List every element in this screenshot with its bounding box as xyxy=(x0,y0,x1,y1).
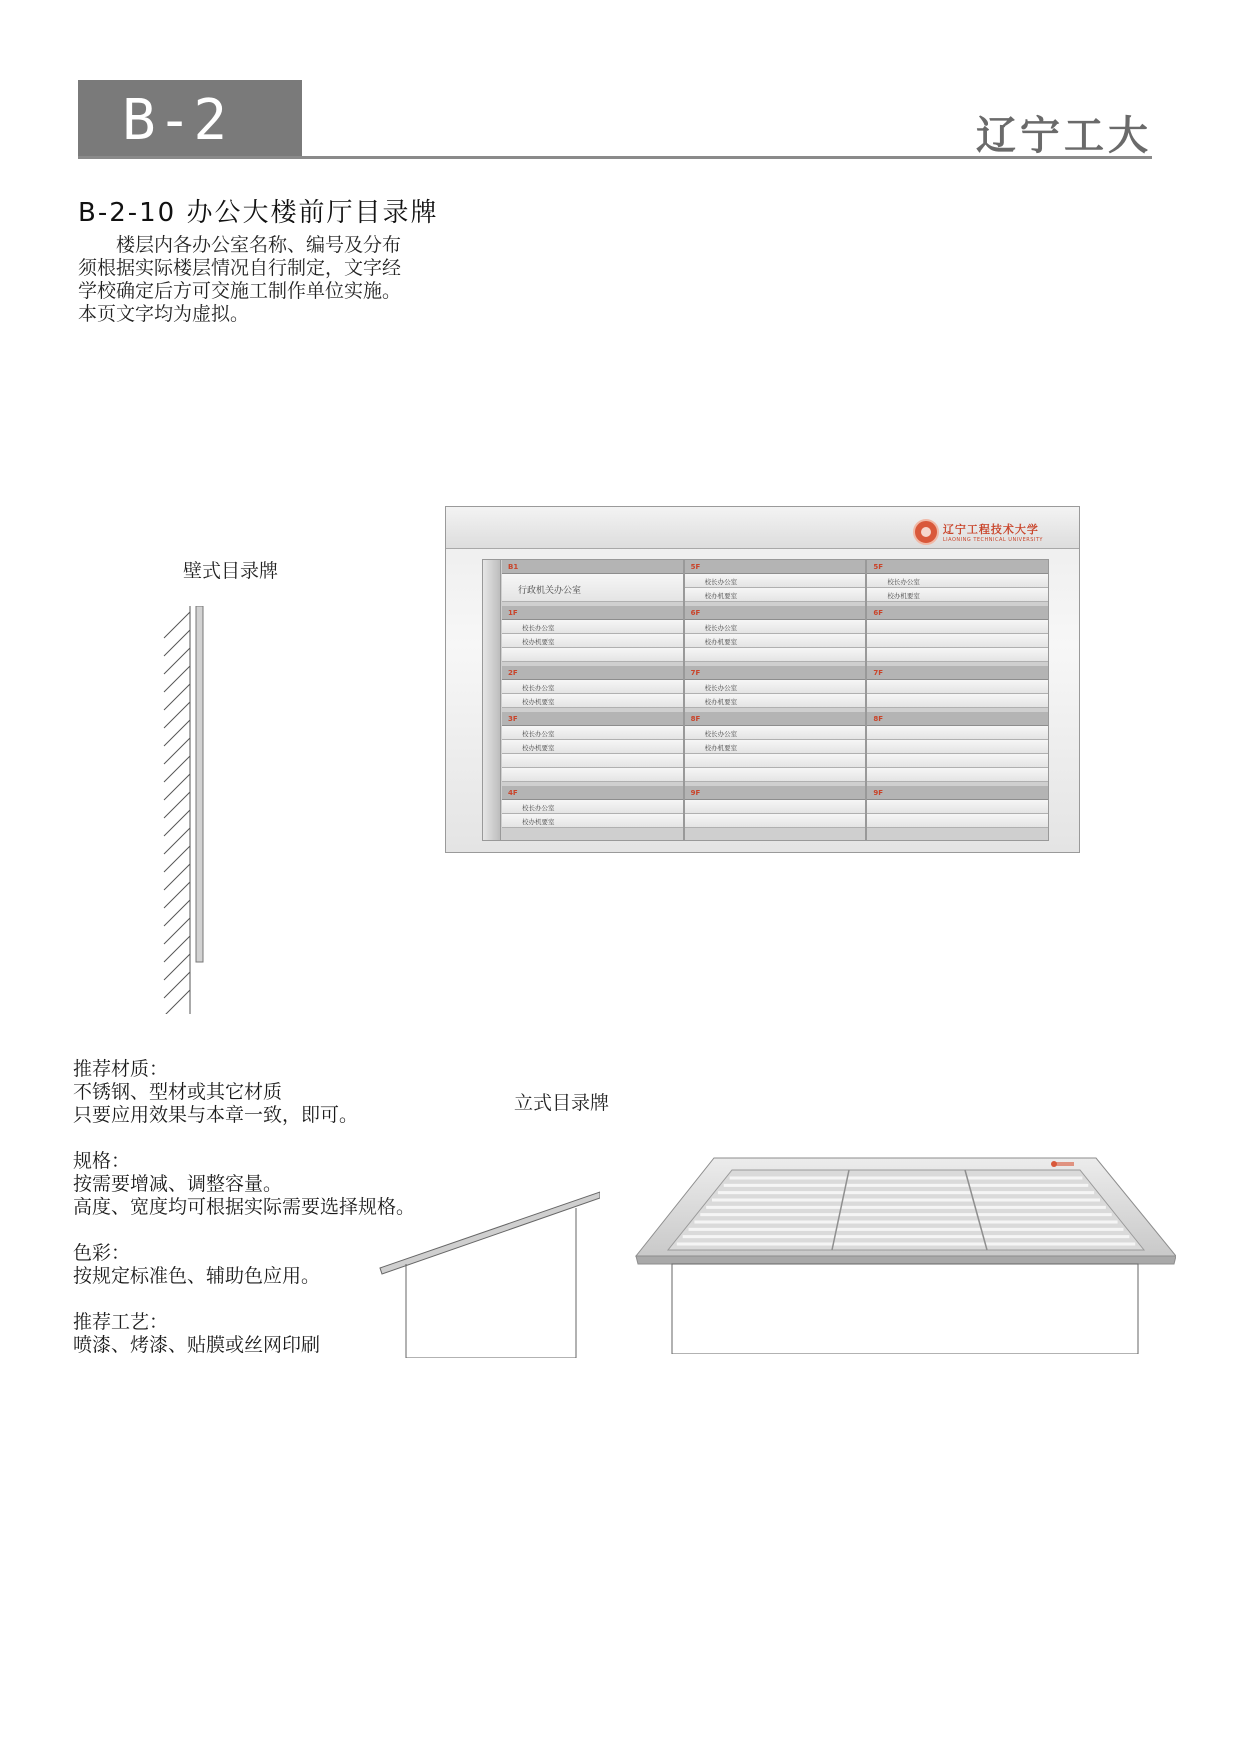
office-row: 校长办公室 xyxy=(502,680,683,694)
office-row: 校办机要室 xyxy=(502,814,683,828)
office-row: 校办机要室 xyxy=(685,588,866,602)
floor-block xyxy=(685,606,866,666)
university-seal-icon xyxy=(913,519,939,545)
office-row: 校长办公室 xyxy=(502,620,683,634)
floor-label: 8F xyxy=(867,712,1048,726)
craft-line-1: 喷漆、烤漆、贴膜或丝网印刷 xyxy=(73,1334,321,1356)
stand-sign-perspective-view xyxy=(634,1156,1176,1354)
office-row xyxy=(867,634,1048,648)
office-row xyxy=(685,754,866,768)
office-row: 校长办公室 xyxy=(502,800,683,814)
office-row: 校办机要室 xyxy=(685,740,866,754)
board-columns xyxy=(502,560,1048,840)
office-row xyxy=(502,754,683,768)
wall-sign-side-view xyxy=(160,606,220,1014)
office-row: 校办机要室 xyxy=(685,634,866,648)
intro-paragraph: 楼层内各办公室名称、编号及分布须根据实际楼层情况自行制定，文字经学校确定后方可交施工制作单位实施。本页文字均为虚拟。 xyxy=(78,234,402,325)
material-line-2: 只要应用效果与本章一致，即可。 xyxy=(73,1104,359,1126)
floor-block xyxy=(502,606,683,666)
office-row xyxy=(867,740,1048,754)
office-row xyxy=(867,680,1048,694)
office-row: 校办机要室 xyxy=(502,740,683,754)
craft-title: 推荐工艺： xyxy=(73,1311,169,1333)
stand-sign-side-view xyxy=(378,1186,600,1358)
directory-board-front-view xyxy=(445,506,1080,853)
office-row xyxy=(685,648,866,662)
floor-block xyxy=(867,666,1048,712)
office-row: 校办机要室 xyxy=(502,634,683,648)
floor-label: 5F xyxy=(867,560,1048,574)
size-line-2: 高度、宽度均可根据实际需要选择规格。 xyxy=(73,1196,416,1218)
office-row xyxy=(867,694,1048,708)
office-row xyxy=(867,726,1048,740)
floor-block xyxy=(867,786,1048,828)
board-column xyxy=(685,560,868,840)
office-row xyxy=(685,768,866,782)
floor-label: 9F xyxy=(685,786,866,800)
office-row xyxy=(502,648,683,662)
board-side-rail xyxy=(483,560,501,840)
office-row xyxy=(867,620,1048,634)
floor-label: 7F xyxy=(685,666,866,680)
section-code-box xyxy=(78,80,302,158)
floor-label: 6F xyxy=(685,606,866,620)
size-title: 规格： xyxy=(73,1150,131,1172)
floor-block xyxy=(867,712,1048,786)
office-row: 校长办公室 xyxy=(685,620,866,634)
floor-block xyxy=(502,712,683,786)
board-column xyxy=(867,560,1048,840)
stand-sign-label: 立式目录牌 xyxy=(514,1092,610,1114)
floor-label: 9F xyxy=(867,786,1048,800)
office-row: 校办机要室 xyxy=(685,694,866,708)
color-line-1: 按规定标准色、辅助色应用。 xyxy=(73,1265,321,1287)
floor-block xyxy=(502,786,683,828)
section-code: B-2 xyxy=(122,88,230,153)
office-row xyxy=(867,768,1048,782)
office-row: 校办机要室 xyxy=(502,694,683,708)
floor-label: 7F xyxy=(867,666,1048,680)
office-row: 校长办公室 xyxy=(502,726,683,740)
office-row xyxy=(867,800,1048,814)
office-row: 校办机要室 xyxy=(867,588,1048,602)
board-directory-panel xyxy=(482,559,1049,841)
floor-label: B1 xyxy=(502,560,683,574)
office-row: 校长办公室 xyxy=(867,574,1048,588)
floor-label: 4F xyxy=(502,786,683,800)
office-row xyxy=(502,768,683,782)
floor-block xyxy=(685,712,866,786)
office-row: 行政机关办公室 xyxy=(502,574,683,602)
board-header-strip xyxy=(446,507,1079,549)
floor-label: 3F xyxy=(502,712,683,726)
office-row: 校长办公室 xyxy=(685,726,866,740)
board-logo-cn: 辽宁工程技术大学 xyxy=(942,523,1039,536)
floor-label: 2F xyxy=(502,666,683,680)
office-row xyxy=(685,800,866,814)
floor-label: 1F xyxy=(502,606,683,620)
floor-label: 8F xyxy=(685,712,866,726)
floor-block xyxy=(502,666,683,712)
floor-block xyxy=(685,666,866,712)
floor-block xyxy=(685,560,866,606)
office-row xyxy=(867,754,1048,768)
color-title: 色彩： xyxy=(73,1242,131,1264)
board-column xyxy=(502,560,685,840)
floor-block xyxy=(685,786,866,828)
floor-label: 6F xyxy=(867,606,1048,620)
floor-block xyxy=(867,560,1048,606)
office-row: 校长办公室 xyxy=(685,574,866,588)
material-line-1: 不锈钢、型材或其它材质 xyxy=(73,1081,283,1103)
office-row xyxy=(867,814,1048,828)
board-logo-en: LIAONING TECHNICAL UNIVERSITY xyxy=(942,537,1043,543)
floor-label: 5F xyxy=(685,560,866,574)
floor-block xyxy=(502,560,683,606)
section-title: B-2-10 办公大楼前厅目录牌 xyxy=(78,198,439,228)
office-row xyxy=(685,814,866,828)
size-line-1: 按需要增减、调整容量。 xyxy=(73,1173,283,1195)
office-row: 校长办公室 xyxy=(685,680,866,694)
wall-sign-label: 壁式目录牌 xyxy=(183,560,279,582)
brand-logo-text: 辽宁工大 xyxy=(976,113,1152,159)
material-title: 推荐材质： xyxy=(73,1058,169,1080)
floor-block xyxy=(867,606,1048,666)
office-row xyxy=(867,648,1048,662)
board-logo xyxy=(913,519,1043,545)
